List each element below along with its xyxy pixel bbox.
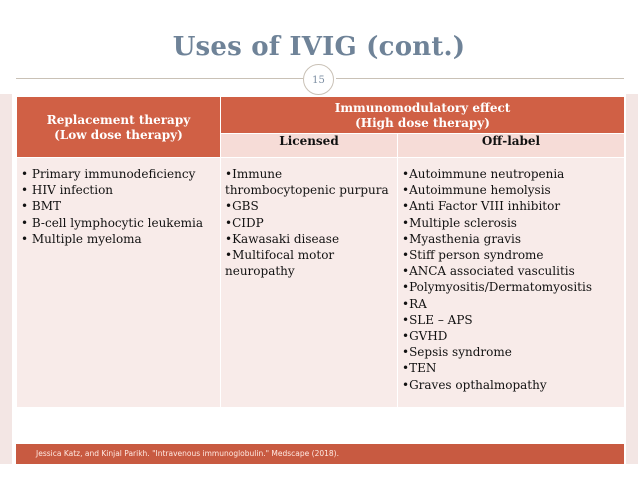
- right-side-band: [626, 94, 638, 464]
- list-item: •GVHD: [402, 329, 448, 344]
- list-item: • B-cell lymphocytic leukemia: [21, 215, 204, 230]
- list-item: •SLE – APS: [402, 312, 473, 327]
- list-item: •CIDP: [225, 215, 264, 230]
- title-rule-right: [336, 78, 624, 79]
- list-item: •Multifocal motor neuropathy: [225, 248, 335, 279]
- list-item: • Primary immunodeficiency: [21, 167, 196, 181]
- page-number: 15: [303, 64, 334, 95]
- list-item: •Stiff person syndrome: [402, 248, 544, 263]
- immunomodulatory-header-line2: (High dose therapy): [355, 116, 490, 130]
- list-item: •Polymyositis/Dermatomyositis: [402, 280, 592, 295]
- list-item: • HIV infection: [21, 183, 114, 198]
- list-item: •RA: [402, 296, 427, 311]
- replacement-therapy-header: [17, 97, 221, 158]
- replacement-header-line2: (Low dose therapy): [54, 128, 183, 142]
- list-item: •GBS: [225, 199, 259, 214]
- ivig-uses-table: [16, 96, 625, 408]
- list-item: •Multiple sclerosis: [402, 215, 517, 230]
- list-item: •ANCA associated vasculitis: [402, 264, 575, 279]
- licensed-header: Licensed: [221, 134, 398, 158]
- immunomodulatory-header-line1: Immunomodulatory effect: [334, 101, 511, 115]
- list-item: •TEN: [402, 361, 437, 376]
- replacement-header-line1: Replacement therapy: [46, 113, 191, 127]
- offlabel-header: Off-label: [398, 134, 625, 158]
- immunomodulatory-header: [221, 97, 625, 134]
- list-item: •Autoimmune hemolysis: [402, 183, 551, 198]
- citation: Jessica Katz, and Kinjal Parikh. "Intravenous immunoglobulin." Medscape (2018).: [36, 449, 339, 458]
- list-item: •Sepsis syndrome: [402, 345, 512, 360]
- list-item: •Autoimmune neutropenia: [402, 167, 565, 181]
- title-rule-left: [16, 78, 303, 79]
- list-item: •Myasthenia gravis: [402, 231, 521, 246]
- list-item: •Immune thrombocytopenic purpura: [225, 167, 389, 198]
- list-item: • BMT: [21, 199, 62, 214]
- offlabel-list: [398, 158, 625, 408]
- slide-title: Uses of IVIG (cont.): [172, 32, 466, 62]
- licensed-list: [221, 158, 398, 408]
- left-side-band: [0, 94, 12, 464]
- list-item: •Anti Factor VIII inhibitor: [402, 199, 561, 214]
- replacement-list: [17, 158, 221, 408]
- list-item: • Multiple myeloma: [21, 231, 142, 246]
- list-item: •Graves opthalmopathy: [402, 377, 547, 392]
- list-item: •Kawasaki disease: [225, 231, 340, 246]
